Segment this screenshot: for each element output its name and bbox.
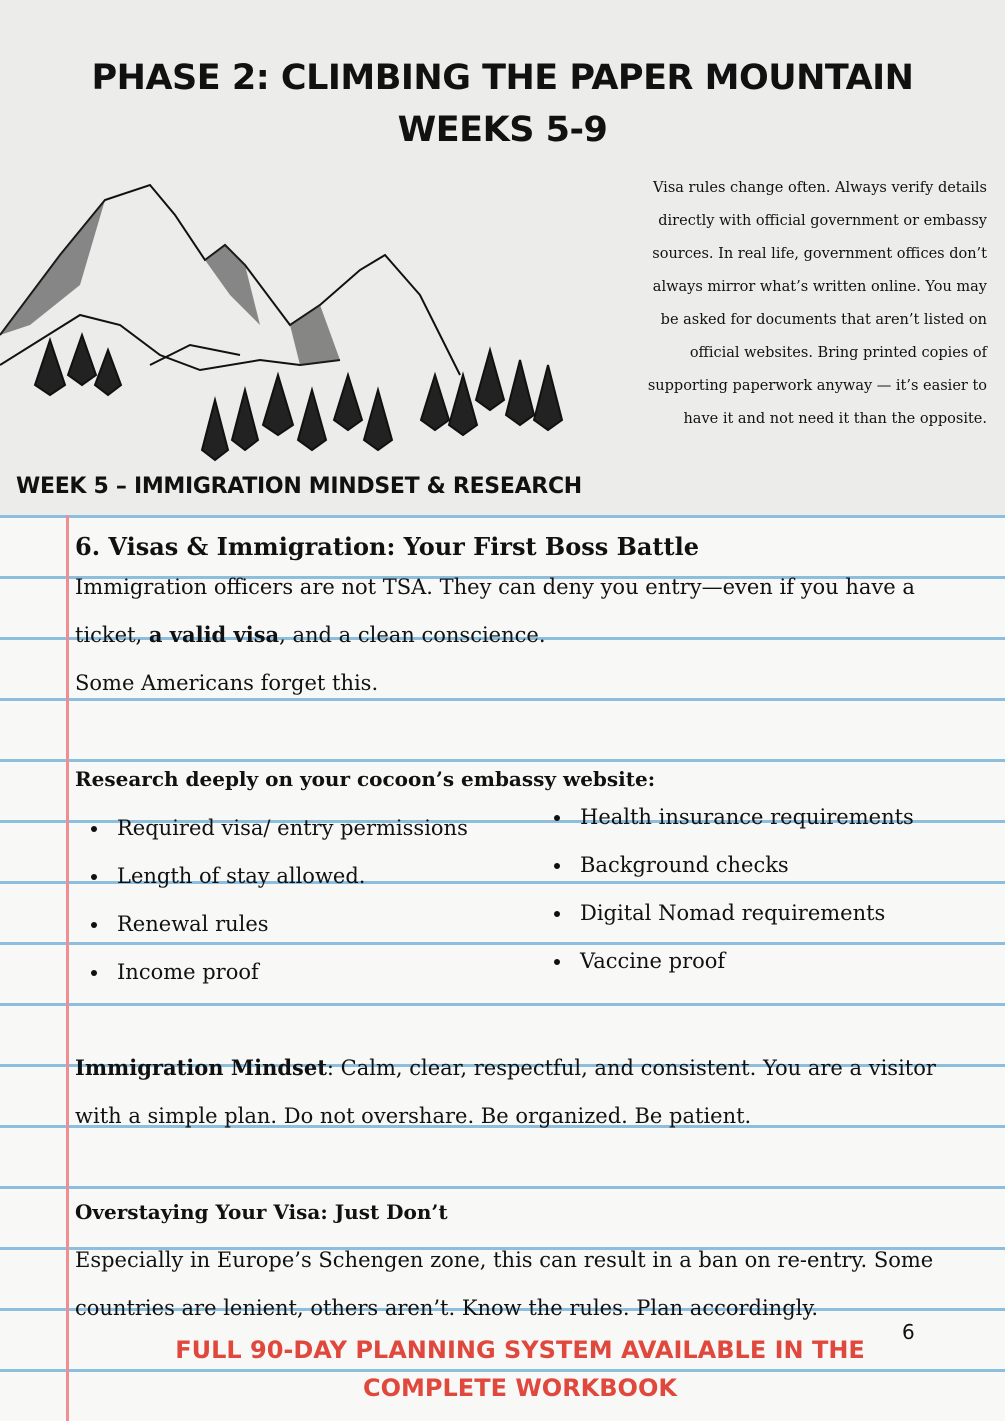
intro-text: Immigration officers are not TSA. They can deny you entry—even if you have a ticket,: [75, 575, 915, 647]
overstay-heading: Overstaying Your Visa: Just Don’t: [75, 1200, 448, 1224]
research-list-left: [75, 804, 468, 996]
mindset-paragraph: [75, 1044, 985, 1140]
mindset-label: Immigration Mindset: [75, 1055, 327, 1080]
list-item: Vaccine proof: [538, 937, 914, 985]
section-title: 6. Visas & Immigration: Your First Boss Battle: [75, 532, 699, 561]
mountain-illustration: [0, 175, 600, 475]
overstay-paragraph: Especially in Europe’s Schengen zone, this can result in a ban on re-entry. Some countries are lenient, others aren’t. Know the rules. Plan accordingly.: [75, 1248, 934, 1320]
list-item: Health insurance requirements: [538, 793, 914, 841]
list-item: Digital Nomad requirements: [538, 889, 914, 937]
intro-bold: a valid visa: [148, 622, 280, 647]
list-item: Length of stay allowed.: [75, 852, 468, 900]
page-number: 6: [902, 1320, 915, 1344]
rule-line: [0, 1003, 1005, 1006]
list-item: Required visa/ entry permissions: [75, 804, 468, 852]
rule-line: [0, 515, 1005, 518]
title-line-1: PHASE 2: CLIMBING THE PAPER MOUNTAIN: [91, 58, 914, 98]
margin-line: [66, 515, 69, 1421]
research-list-right: [538, 793, 914, 985]
intro-line-2: Some Americans forget this.: [75, 671, 379, 695]
title-line-2: WEEKS 5-9: [397, 110, 608, 150]
week-heading: WEEK 5 – IMMIGRATION MINDSET & RESEARCH: [16, 474, 582, 499]
intro-text-end: , and a clean conscience.: [279, 623, 546, 647]
workbook-promo: FULL 90-DAY PLANNING SYSTEM AVAILABLE IN THE COMPLETE WORKBOOK: [175, 1336, 865, 1402]
list-item: Renewal rules: [75, 900, 468, 948]
list-item: Background checks: [538, 841, 914, 889]
intro-paragraph: [75, 563, 955, 659]
list-item: Income proof: [75, 948, 468, 996]
visa-disclaimer-note: Visa rules change often. Always verify details directly with official government or embassy sources. In real life, government offices don’t always mirror what’s written online. You may be asked for documents that aren’t listed on official websites. Bring printed copies of supporting paperwork anyway — it’s easier to have it and not need it than the opposite.: [647, 180, 987, 427]
research-heading: Research deeply on your cocoon’s embassy website:: [75, 767, 656, 791]
mindset-text: : Calm, clear, respectful, and consistent. You are a visitor with a simple plan. Do not overshare. Be organized. Be patient.: [75, 1056, 936, 1128]
page-title: [0, 52, 1005, 156]
